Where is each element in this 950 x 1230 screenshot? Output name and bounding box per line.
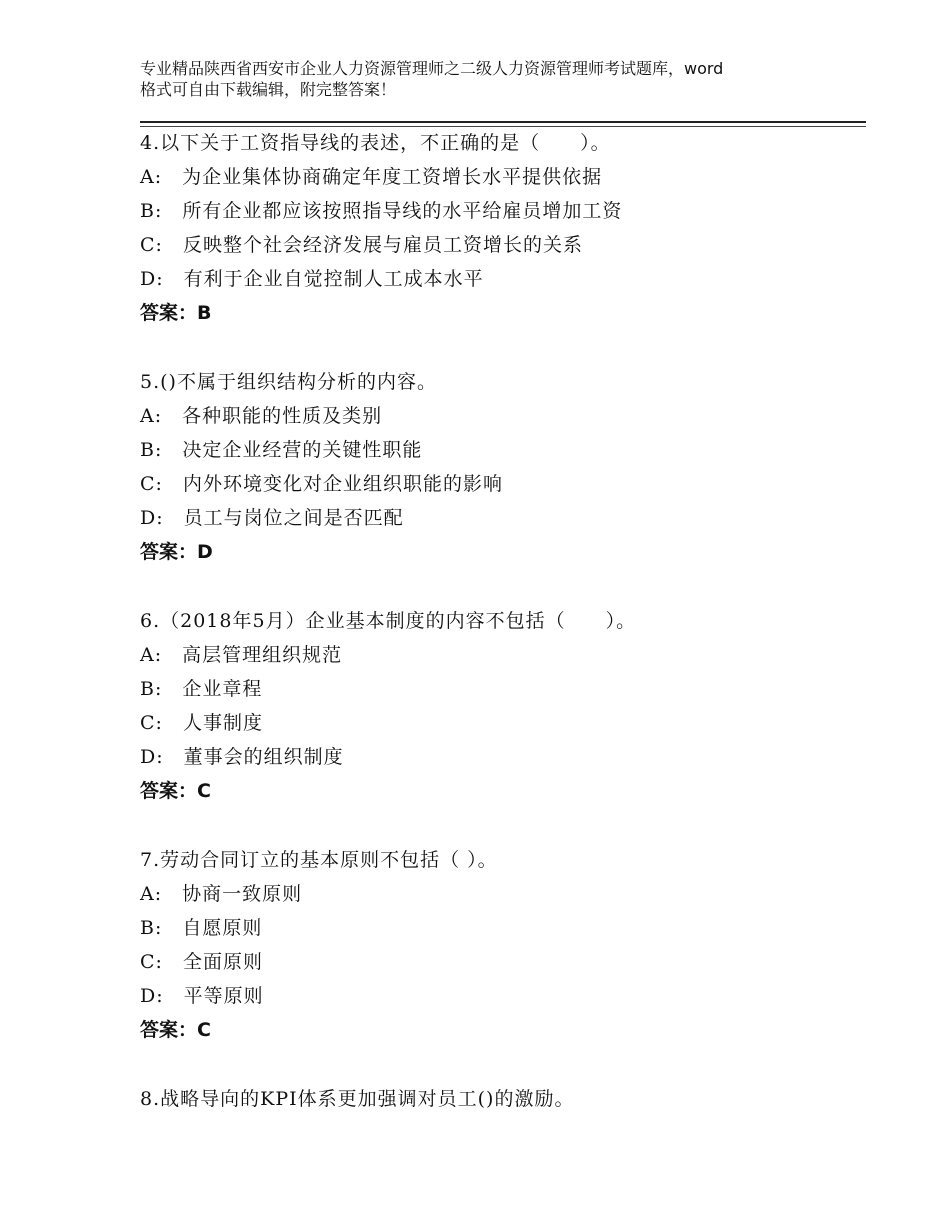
question-7 xyxy=(140,843,860,1047)
option-b: B: 自愿原则 xyxy=(140,917,263,939)
option-b: B: 所有企业都应该按照指导线的水平给雇员增加工资 xyxy=(140,200,623,222)
option-b: B: 决定企业经营的关键性职能 xyxy=(140,439,423,461)
option-a: A: 协商一致原则 xyxy=(140,883,303,905)
option-c: C: 反映整个社会经济发展与雇员工资增长的关系 xyxy=(140,234,583,256)
option-d: D: 有利于企业自觉控制人工成本水平 xyxy=(140,268,484,290)
question-stem: 4.以下关于工资指导线的表述，不正确的是（ ）。 xyxy=(140,132,611,154)
answer: 答案：C xyxy=(140,780,211,802)
answer: 答案：C xyxy=(140,1019,211,1041)
question-5 xyxy=(140,365,860,569)
option-d: D: 员工与岗位之间是否匹配 xyxy=(140,507,404,529)
question-stem: 6.（2018年5月）企业基本制度的内容不包括（ ）。 xyxy=(140,610,637,632)
option-b: B: 企业章程 xyxy=(140,678,263,700)
answer: 答案：B xyxy=(140,302,212,324)
option-c: C: 内外环境变化对企业组织职能的影响 xyxy=(140,473,503,495)
header-line-1: 专业精品陕西省西安市企业人力资源管理师之二级人力资源管理师考试题库，word xyxy=(140,59,724,78)
question-8 xyxy=(140,1082,860,1116)
header-rule-thick xyxy=(140,121,866,123)
document-header xyxy=(140,58,840,100)
option-a: A: 高层管理组织规范 xyxy=(140,644,343,666)
question-stem: 7.劳动合同订立的基本原则不包括（ ）。 xyxy=(140,849,498,871)
option-a: A: 各种职能的性质及类别 xyxy=(140,405,383,427)
question-6 xyxy=(140,604,860,808)
option-a: A: 为企业集体协商确定年度工资增长水平提供依据 xyxy=(140,166,603,188)
option-d: D: 董事会的组织制度 xyxy=(140,746,344,768)
option-c: C: 人事制度 xyxy=(140,712,263,734)
question-4 xyxy=(140,126,860,330)
question-stem: 8.战略导向的KPI体系更加强调对员工()的激励。 xyxy=(140,1088,575,1110)
answer: 答案：D xyxy=(140,541,213,563)
option-d: D: 平等原则 xyxy=(140,985,264,1007)
option-c: C: 全面原则 xyxy=(140,951,263,973)
question-stem: 5.()不属于组织结构分析的内容。 xyxy=(140,371,437,393)
header-line-2: 格式可自由下载编辑，附完整答案！ xyxy=(140,80,397,99)
